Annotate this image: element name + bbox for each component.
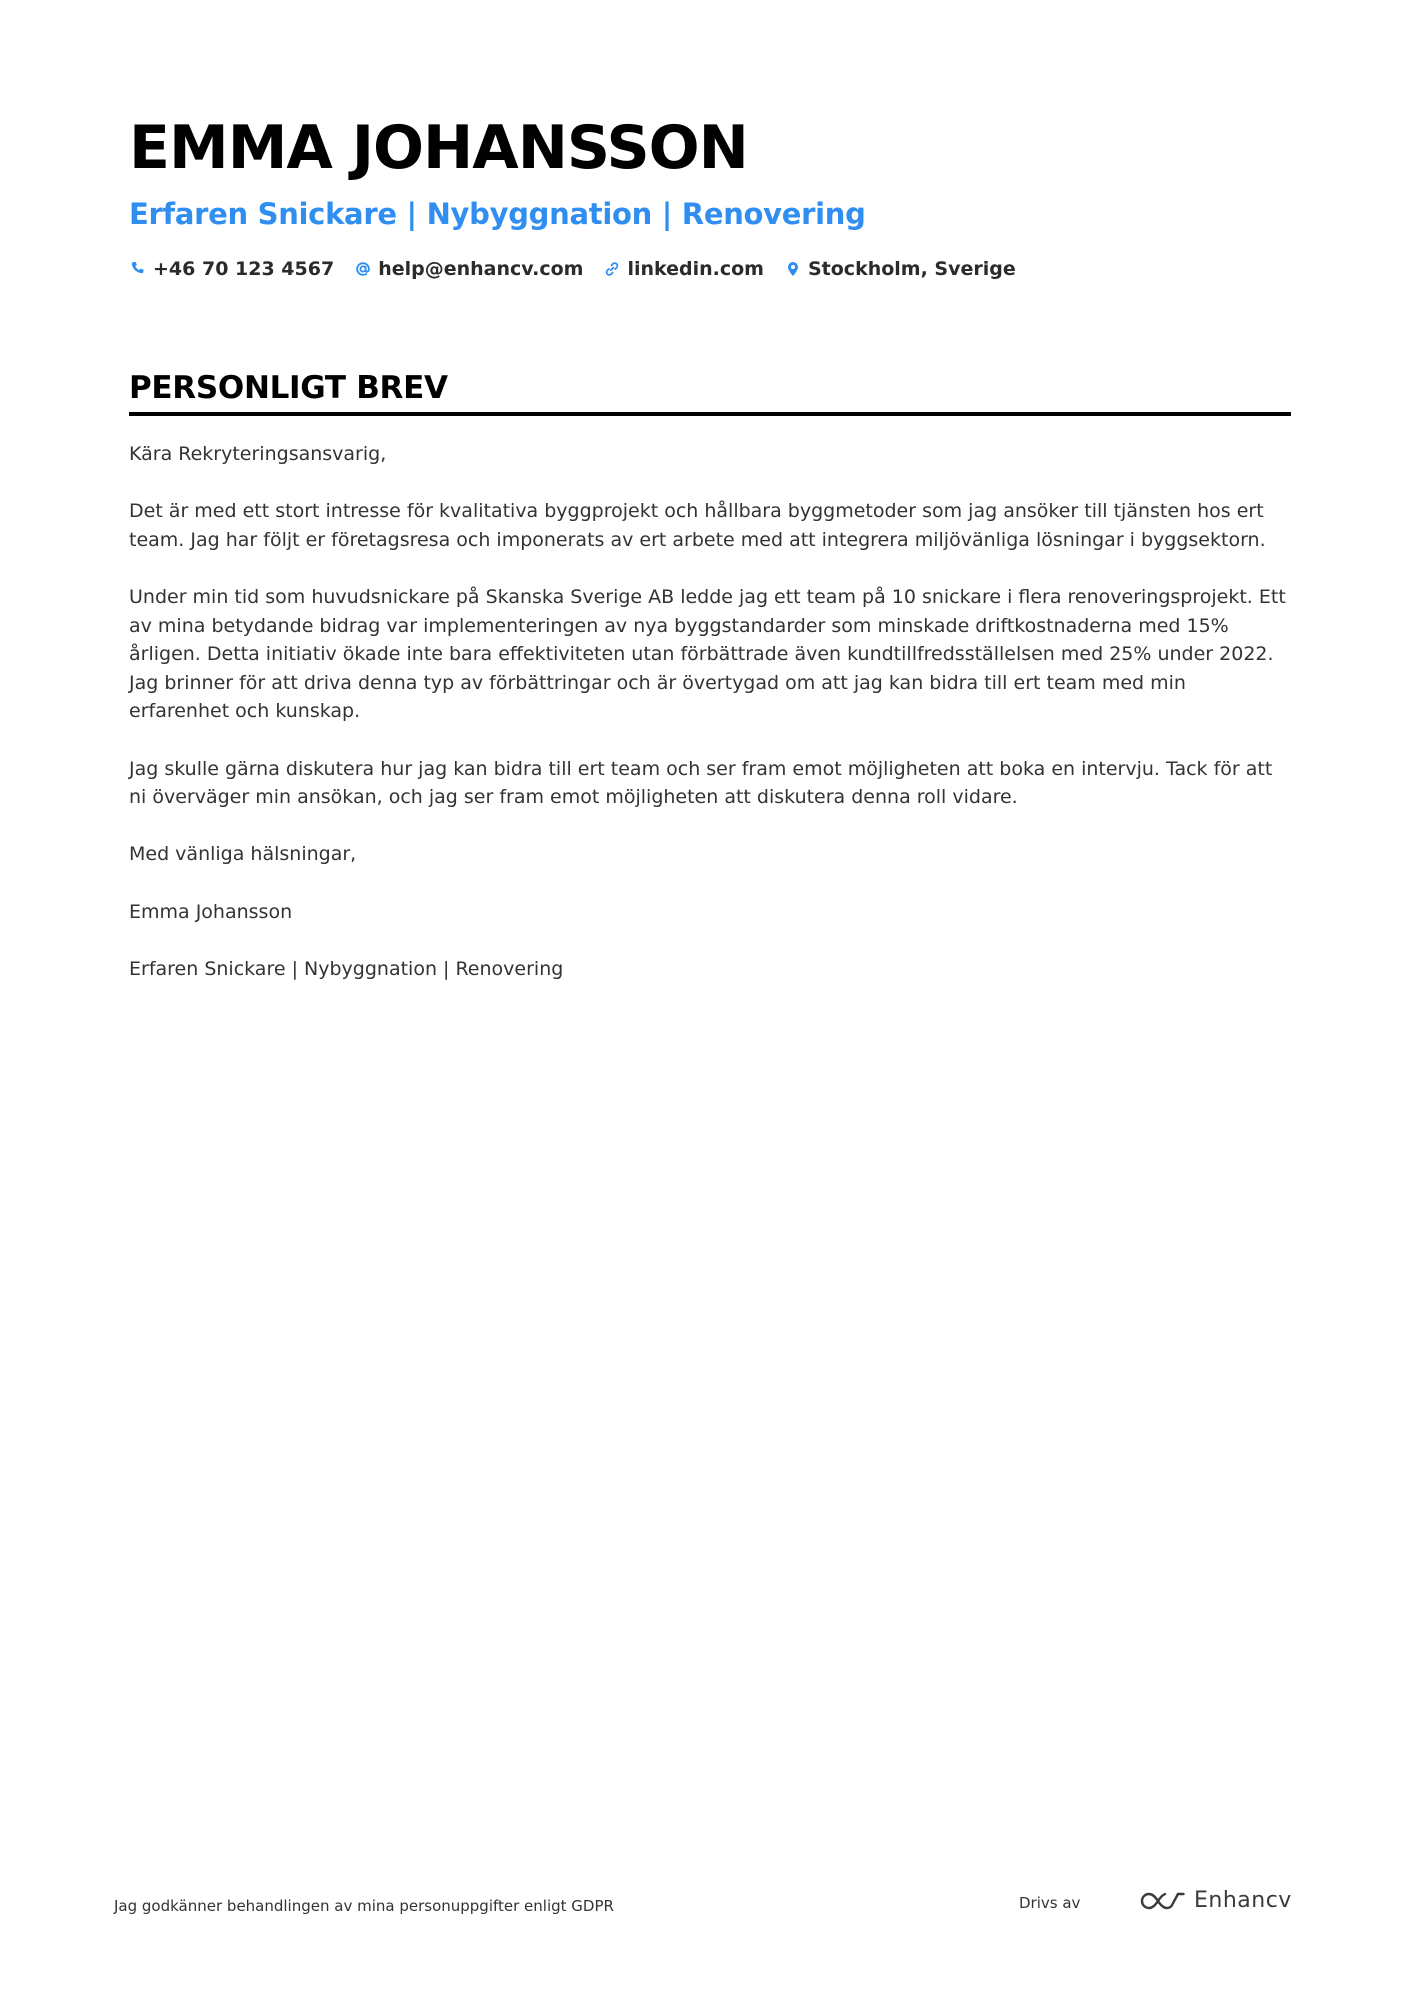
location-pin-icon <box>784 260 802 278</box>
contact-phone[interactable] <box>129 256 334 282</box>
enhancv-brand[interactable] <box>1138 1887 1292 1915</box>
contact-location <box>784 256 1016 282</box>
at-icon <box>354 260 372 278</box>
letter-closing: Med vänliga hälsningar, <box>129 843 357 866</box>
applicant-tagline: Erfaren Snickare | Nybyggnation | Renovering <box>129 197 866 231</box>
cover-letter-section <box>129 368 1291 1012</box>
contact-phone-text: +46 70 123 4567 <box>153 258 335 280</box>
applicant-name: EMMA JOHANSSON <box>129 113 748 183</box>
enhancv-logo-icon <box>1138 1887 1186 1915</box>
contact-location-text: Stockholm, Sverige <box>807 258 1016 280</box>
powered-by-label: Drivs av <box>1019 1894 1081 1912</box>
section-divider <box>129 412 1291 416</box>
phone-icon <box>129 260 147 278</box>
contact-row <box>129 256 1289 282</box>
contact-linkedin[interactable] <box>603 256 764 282</box>
contact-linkedin-text: linkedin.com <box>627 258 764 280</box>
contact-email[interactable] <box>354 256 583 282</box>
enhancv-brand-name: Enhancv <box>1194 1888 1292 1913</box>
link-icon <box>603 260 621 278</box>
letter-body <box>129 440 1289 983</box>
letter-signature-title: Erfaren Snickare | Nybyggnation | Renovering <box>129 957 564 980</box>
header <box>129 108 1289 282</box>
gdpr-consent: Jag godkänner behandlingen av mina personuppgifter enligt GDPR <box>114 1897 614 1915</box>
letter-salutation: Kära Rekryteringsansvarig, <box>129 443 387 465</box>
letter-paragraph-1: Det är med ett stort intresse för kvalitativa byggprojekt och hållbara byggmetoder som jag ansöker till tjänsten hos ert team. Jag har följt er företagsresa och imponerats av ert arbete med att integrera miljövänliga lösningar i byggsektorn. <box>129 500 1266 551</box>
contact-email-text: help@enhancv.com <box>378 258 584 280</box>
letter-paragraph-2: Under min tid som huvudsnickare på Skanska Sverige AB ledde jag ett team på 10 snickare i flera renoveringsprojekt. Ett av mina betydande bidrag var implementeringen av nya byggstandarder som minskade driftkostnaderna med 15% årligen. Detta initiativ ökade inte bara effektiviteten utan förbättrade även kundtillfredsställelsen med 25% under 2022. Jag brinner för att driva denna typ av förbättringar och är övertygad om att jag kan bidra till ert team med min erfarenhet och kunskap. <box>129 585 1286 723</box>
letter-signature-name: Emma Johansson <box>129 900 293 923</box>
letter-paragraph-3: Jag skulle gärna diskutera hur jag kan bidra till ert team och ser fram emot möjligheten att boka en intervju. Tack för att ni överväger min ansökan, och jag ser fram emot möjligheten att diskutera denna roll vidare. <box>129 757 1273 809</box>
section-title: PERSONLIGT BREV <box>129 370 448 406</box>
